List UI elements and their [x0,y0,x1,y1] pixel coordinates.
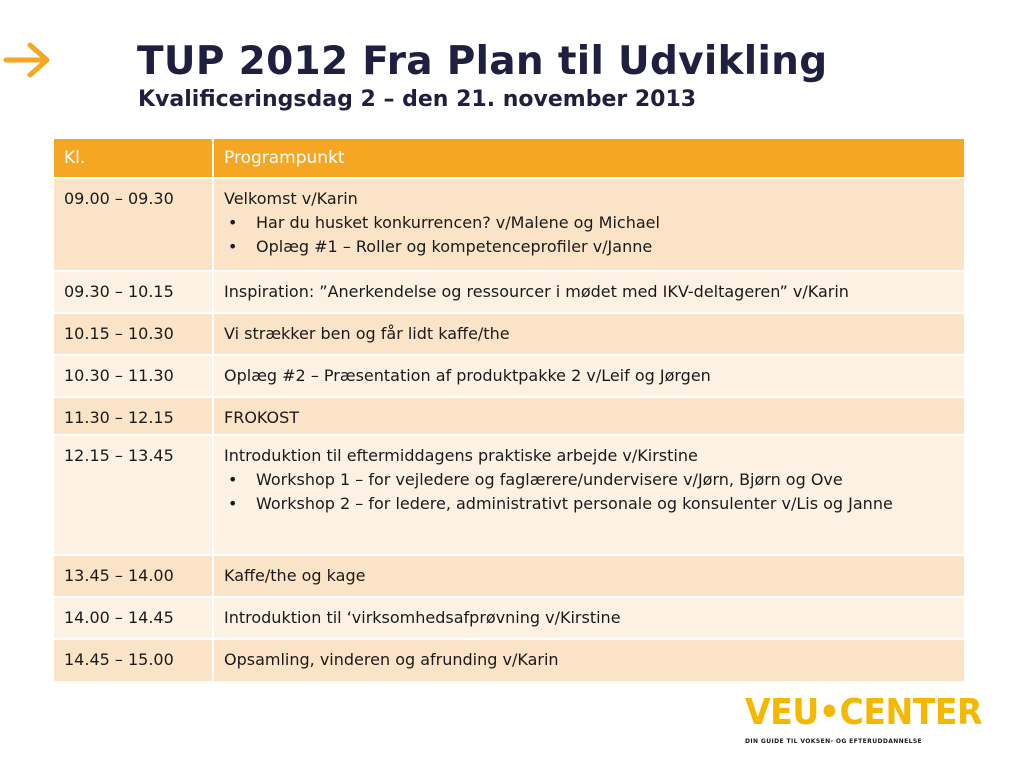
row-time: 14.45 – 15.00 [54,639,213,681]
row-time: 10.15 – 10.30 [54,313,213,355]
table-row [54,639,965,681]
row-programme-item: Vi strækker ben og får lidt kaffe/the [224,324,510,343]
row-programme-item: FROKOST [224,408,300,427]
table-row [54,313,965,355]
row-programme-cell [213,397,965,435]
table-header-row [54,139,965,178]
table-row [54,555,965,597]
row-bullet-item: • Workshop 2 – for ledere, administrativt personale og konsulenter v/Lis og Janne [224,492,958,516]
logo-wordmark: VEU•CENTER [745,692,983,733]
row-programme-cell [213,355,965,397]
row-programme-item: Inspiration: ”Anerkendelse og ressourcer i mødet med IKV-deltageren” v/Karin [224,282,849,301]
row-bullet-list [224,468,958,516]
row-time: 13.45 – 14.00 [54,555,213,597]
row-programme-item: Introduktion til ‘virksomhedsafprøvning v/Kirstine [224,608,621,627]
row-programme-cell [213,597,965,639]
row-programme-item: Opsamling, vinderen og afrunding v/Karin [224,650,559,669]
schedule-body [54,178,965,681]
table-row [54,355,965,397]
row-programme-cell [213,313,965,355]
page-subtitle: Kvalificeringsdag 2 – den 21. november 2013 [138,87,697,112]
table-row [54,435,965,555]
table-row [54,178,965,271]
row-bullet-item: • Workshop 1 – for vejledere og faglærere/undervisere v/Jørn, Bjørn og Ove [224,468,958,492]
row-programme-item: Introduktion til eftermiddagens praktiske arbejde v/Kirstine [224,446,698,465]
row-programme-cell [213,271,965,313]
schedule-table [54,139,966,681]
row-bullet-item: • Har du husket konkurrencen? v/Malene og Michael [224,211,958,235]
row-programme-cell [213,435,965,555]
row-programme-cell [213,555,965,597]
row-time: 09.00 – 09.30 [54,178,213,271]
right-arrow-icon [2,40,54,80]
row-bullet-list [224,211,958,259]
row-programme-cell [213,178,965,271]
veu-center-logo [745,692,983,750]
row-time: 10.30 – 11.30 [54,355,213,397]
table-row [54,597,965,639]
column-header-programme: Programpunkt [213,139,965,178]
row-programme-item: Velkomst v/Karin [224,189,358,208]
row-bullet-item: • Oplæg #1 – Roller og kompetenceprofiler v/Janne [224,235,958,259]
table-row [54,397,965,435]
row-time: 11.30 – 12.15 [54,397,213,435]
logo-tagline: DIN GUIDE TIL VOKSEN- OG EFTERUDDANNELSE [745,738,923,745]
row-time: 09.30 – 10.15 [54,271,213,313]
row-time: 14.00 – 14.45 [54,597,213,639]
row-programme-cell [213,639,965,681]
page-title: TUP 2012 Fra Plan til Udvikling [137,39,828,84]
row-time: 12.15 – 13.45 [54,435,213,555]
row-programme-item: Kaffe/the og kage [224,566,366,585]
row-programme-item: Oplæg #2 – Præsentation af produktpakke 2 v/Leif og Jørgen [224,366,711,385]
table-row [54,271,965,313]
column-header-time: Kl. [54,139,213,178]
